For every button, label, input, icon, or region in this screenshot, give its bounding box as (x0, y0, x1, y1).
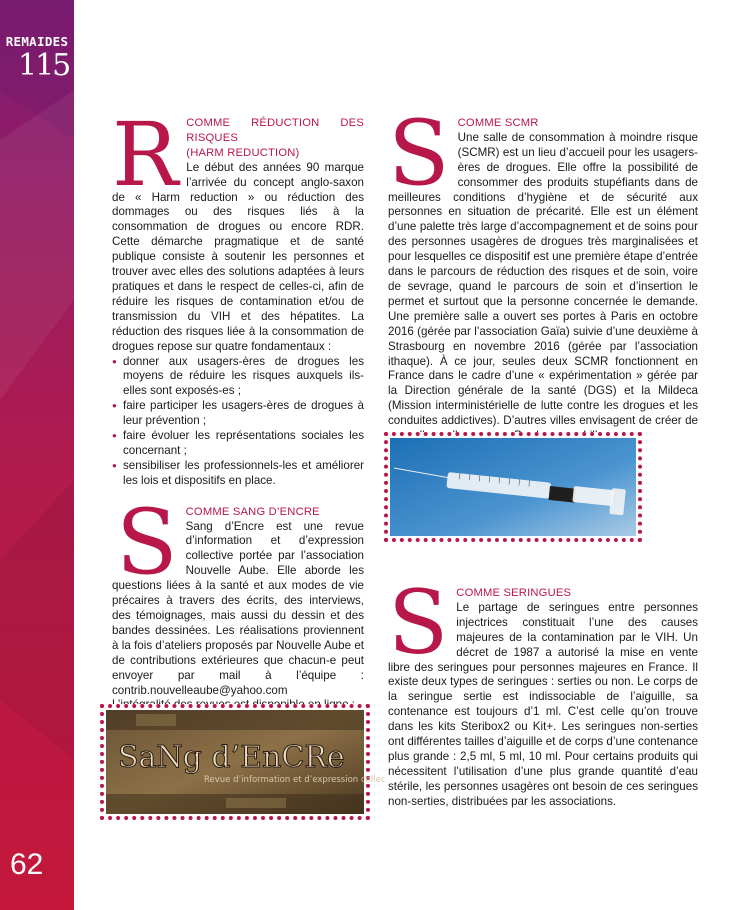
section-reduction-risques (112, 103, 364, 489)
sang-dencre-logo-frame (100, 704, 386, 820)
body-sang-dencre: Sang d’Encre est une revue d’information et d’expression collective portée par l’association Nouvelle Aube. Elle aborde les questions liées à la santé et aux modes de vie précaires à travers des écrits, des interviews, des témoignages, mais aussi du dessin et des bandes dessinées. Les réalisations proviennent à la fois d’ateliers proposés par Nouvelle Aube et de contributions extérieures que chacun-e peut envoyer par mail à l’équipe : contrib.nouvelleaube@yahoo.com (112, 519, 364, 697)
list-item: ● donner aux usagers-ères de drogues les moyens de réduire les risques auxquels ils-elles sont exposés-es ; (112, 355, 364, 400)
heading-seringues: COMME SERINGUES (456, 587, 572, 599)
syringe-photo-frame (384, 432, 642, 542)
band-graphic (0, 0, 74, 910)
right-column-lower (388, 571, 698, 810)
section-scmr (388, 101, 698, 444)
logo-title: SaNg d’EnCRe (118, 740, 345, 775)
dropcap-r: R (112, 103, 179, 206)
body-scmr: Une salle de consommation à moindre risque (SCMR) est un lieu d’accueil pour les usagers-ères de drogues. Elle offre la possibilité de consommer des produits stupéfiants dans de meilleures conditions d’hygiène et de sécurité aux personnes en situation de précarité. Elle est un élément d’une palette très large d’accompagnement et de soins pour des personnes usagères de drogues très marginalisées et pour lesquelles ce dispositif est une première étape d’entrée dans le parcours de réduction des risques et de soin, voire de sevrage, quand le parcours de soin et d’insertion le permet et surtout que la personne concernée le demande. Une première salle a ouvert ses portes à Paris en octobre 2016 (gérée par l’association Gaïa) suivie d’une deuxième à Strasbourg en novembre 2016 (gérée par l’association ithaque). À ce jour, seules deux SCMR fonctionnent en France dans le cadre d’une « expérimentation » gérée par la Direction générale de la santé (DGS) et la Mildeca (Mission interministérielle de lutte contre les drogues et les conduites addictives). D’autres villes envisagent de créer de (388, 130, 698, 428)
logo-subtitle: Revue d’information et d’expression collec (204, 775, 386, 785)
page-number: 62 (10, 848, 44, 881)
dropcap-s: S (116, 489, 178, 595)
reduction-bullet-list (112, 355, 364, 489)
heading-scmr: COMME SCMR (457, 117, 539, 129)
magazine-name: REMAIDES (5, 34, 69, 49)
list-item: ● faire évoluer les représentations sociales les concernant ; (112, 429, 364, 459)
syringe-graphic (390, 438, 636, 536)
heading-sang-dencre: COMME SANG D’ENCRE (185, 505, 320, 518)
issue-number: 115 (18, 48, 70, 83)
list-item: ● sensibiliser les professionnels-les et améliorer les lois et dispositifs en place. (112, 459, 364, 489)
list-item: ● faire participer les usagers-ères de drogues à leur prévention ; (112, 399, 364, 429)
syringe-photo (390, 438, 636, 536)
heading-reduction: COMME RÉDUCTION DES RISQUES (HARM REDUCTION) (186, 117, 364, 159)
section-seringues (388, 571, 698, 810)
side-band (0, 0, 74, 910)
left-column (112, 103, 364, 743)
body-reduction: Le début des années 90 marque l’arrivée du concept anglo-saxon de « Harm reduction » ou réduction des dommages ou des risques liés à la consommation de drogues ou encore RDR. Cette démarche pragmatique et de santé publique consiste à soutenir les personnes et trouver avec elles des solutions adaptées à leurs pratiques et dans le respect de celles-ci, afin de réduire les risques de contamination et/ou de transmission du VIH et des hépatites. La réduction des risques liée à la consommation de drogues repose sur quatre fondamentaux : (112, 160, 364, 353)
sang-dencre-logo-image (106, 710, 386, 814)
dropcap-s: S (388, 101, 450, 206)
right-column (388, 101, 698, 444)
sang-dencre-logo-graphic (106, 710, 386, 814)
dropcap-s: S (388, 571, 449, 674)
body-seringues: Le partage de seringues entre personnes injectrices constituait l’une des causes majeures de la contamination par le VIH. Un décret de 1987 a autorisé la mise en vente libre des seringues pour personnes majeures en France. Il existe deux types de seringues : serties ou non. Le corps de la seringue sertie est indissociable de l’aiguille, sa contenance est toujours d’1 ml. C’est celle qu’on trouve dans les kits Steribox2 ou Kit+. Les seringues non-serties ont différentes tailles d’aiguille et de corps d’une contenance plus grande : 2,5 ml, 5 ml, 10 ml. Pour certains produits qui nécessitent l’utilisation d’une plus grande quantité d’eau stérile, les personnes usagères ont besoin de ces seringues non-serties, distribuées par les associations. (388, 600, 698, 808)
